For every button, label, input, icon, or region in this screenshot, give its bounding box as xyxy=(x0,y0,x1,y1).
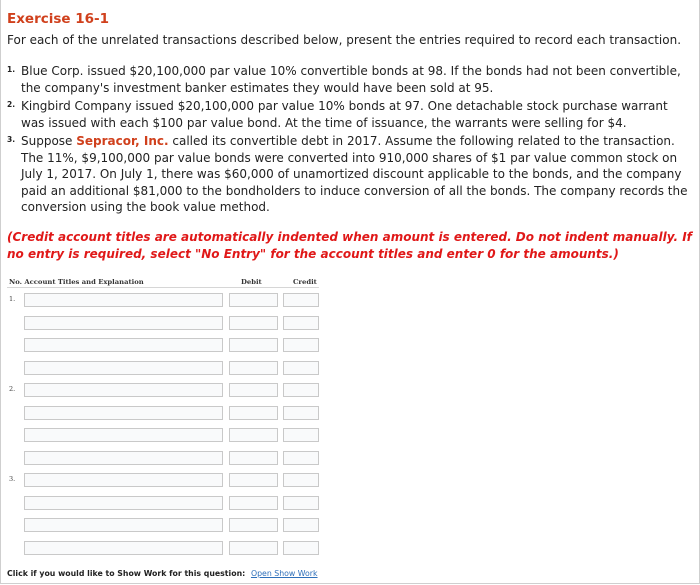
debit-input[interactable] xyxy=(229,428,278,442)
open-show-work-link[interactable]: Open Show Work xyxy=(250,569,318,578)
account-title-input[interactable] xyxy=(24,541,223,555)
entry-row xyxy=(7,382,319,400)
item-number: 2. xyxy=(7,100,16,109)
company-name: Sepracor, Inc. xyxy=(76,134,169,148)
entry-rows xyxy=(7,287,319,558)
debit-input[interactable] xyxy=(229,383,278,397)
entry-number: 2. xyxy=(9,385,16,393)
exercise-title: Exercise 16-1 xyxy=(7,11,110,27)
entry-row xyxy=(7,360,319,378)
item-text-pre: Suppose xyxy=(21,134,77,148)
entry-row xyxy=(7,292,319,310)
credit-input[interactable] xyxy=(283,383,319,397)
table-header xyxy=(7,273,692,288)
account-title-input[interactable] xyxy=(24,316,223,330)
account-title-input[interactable] xyxy=(24,338,223,352)
credit-input[interactable] xyxy=(283,541,319,555)
item-text: Kingbird Company issued $20,100,000 par value 10% bonds at 97. One detachable stock purchase warrant was issued with each $100 par value bond. At the time of issuance, the warrants were selling for $4. xyxy=(21,99,668,130)
account-title-input[interactable] xyxy=(24,383,223,397)
entry-number: 1. xyxy=(9,295,16,303)
journal-entry-table xyxy=(7,273,692,483)
account-title-input[interactable] xyxy=(24,451,223,465)
entry-row xyxy=(7,540,319,558)
exercise-intro: For each of the unrelated transactions described below, present the entries required to record each transaction. xyxy=(7,33,682,47)
item-number: 3. xyxy=(7,135,16,144)
account-title-input[interactable] xyxy=(24,293,223,307)
credit-input[interactable] xyxy=(283,473,319,487)
item-text: called its convertible debt in 2017. Assume the following related to the transaction. The 11%, $9,100,000 par value bonds were converted into 910,000 shares of $1 par value common stock on July 1, 2017. On July 1, there was $60,000 of unamortized discount applicable to the bonds, and the company paid an additional $81,000 to the bondholders to induce conversion of all the bonds. The company records the conversion using the book value method. xyxy=(21,134,688,214)
entry-row xyxy=(7,472,319,490)
item-text: Blue Corp. issued $20,100,000 par value 10% convertible bonds at 98. If the bonds had not been convertible, the company's investment banker estimates they would have been sold at 95. xyxy=(21,64,681,95)
entry-row xyxy=(7,405,319,423)
entry-row xyxy=(7,315,319,333)
debit-input[interactable] xyxy=(229,293,278,307)
credit-input[interactable] xyxy=(283,496,319,510)
entry-row xyxy=(7,495,319,513)
show-work-bar xyxy=(7,569,318,578)
debit-input[interactable] xyxy=(229,316,278,330)
account-title-input[interactable] xyxy=(24,496,223,510)
account-title-input[interactable] xyxy=(24,361,223,375)
credit-input[interactable] xyxy=(283,338,319,352)
credit-input[interactable] xyxy=(283,518,319,532)
entry-row xyxy=(7,337,319,355)
header-debit: Debit xyxy=(241,278,262,286)
debit-input[interactable] xyxy=(229,406,278,420)
credit-input[interactable] xyxy=(283,361,319,375)
header-account: Account Titles and Explanation xyxy=(24,278,144,286)
account-title-input[interactable] xyxy=(24,406,223,420)
header-credit: Credit xyxy=(293,278,317,286)
show-work-prompt: Click if you would like to Show Work for this question: xyxy=(7,569,246,578)
entry-row xyxy=(7,517,319,535)
item-number: 1. xyxy=(7,65,16,74)
transaction-item-3 xyxy=(7,133,692,216)
debit-input[interactable] xyxy=(229,541,278,555)
credit-input[interactable] xyxy=(283,293,319,307)
credit-input[interactable] xyxy=(283,406,319,420)
debit-input[interactable] xyxy=(229,451,278,465)
entry-instructions: (Credit account titles are automatically indented when amount is entered. Do not indent manually. If no entry is required, select "No Entry" for the account titles and enter 0 for the amounts.) xyxy=(7,230,692,261)
debit-input[interactable] xyxy=(229,518,278,532)
credit-input[interactable] xyxy=(283,428,319,442)
debit-input[interactable] xyxy=(229,361,278,375)
entry-row xyxy=(7,427,319,445)
header-no: No. xyxy=(9,278,22,286)
debit-input[interactable] xyxy=(229,496,278,510)
debit-input[interactable] xyxy=(229,338,278,352)
entry-row xyxy=(7,450,319,468)
account-title-input[interactable] xyxy=(24,428,223,442)
credit-input[interactable] xyxy=(283,316,319,330)
credit-input[interactable] xyxy=(283,451,319,465)
transaction-item-2 xyxy=(7,98,692,131)
account-title-input[interactable] xyxy=(24,473,223,487)
account-title-input[interactable] xyxy=(24,518,223,532)
entry-number: 3. xyxy=(9,475,16,483)
transaction-item-1 xyxy=(7,63,692,96)
debit-input[interactable] xyxy=(229,473,278,487)
transaction-list xyxy=(7,63,692,218)
